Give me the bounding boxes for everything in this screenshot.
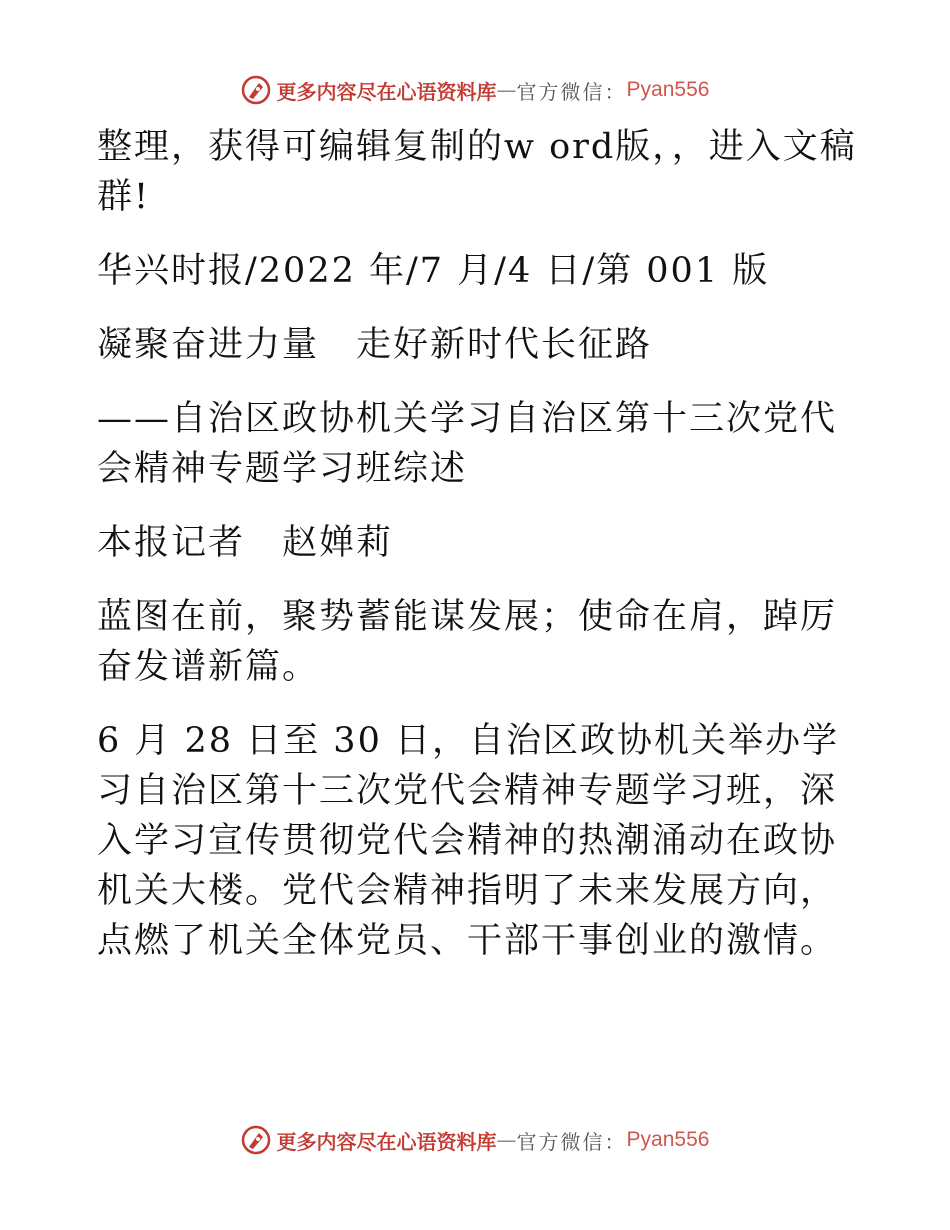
watermark-site-text: 更多内容尽在心语资料库 <box>276 1129 497 1154</box>
watermark-handle: Pyan556 <box>626 78 710 101</box>
subheadline: ——自治区政协机关学习自治区第十三次党代会精神专题学习班综述 <box>97 399 838 489</box>
headline: 凝聚奋进力量 走好新时代长征路 <box>97 325 653 365</box>
watermark-site-text: 更多内容尽在心语资料库 <box>276 79 497 104</box>
watermark-official-label: 官方微信： <box>516 1129 627 1154</box>
intro-paragraph: 整理，获得可编辑复制的w ord版，，进入文稿群! <box>97 127 857 217</box>
watermark-dash: — <box>496 78 517 102</box>
lead-paragraph: 蓝图在前，聚势蓄能谋发展；使命在肩，踔厉奋发谱新篇。 <box>97 597 838 687</box>
watermark-official-label: 官方微信： <box>516 79 627 104</box>
pen-nib-logo-icon <box>241 1125 271 1155</box>
header-watermark <box>0 70 950 110</box>
footer-watermark <box>0 1120 950 1160</box>
watermark-dash: — <box>496 1128 517 1152</box>
byline: 本报记者 赵婵莉 <box>97 523 394 563</box>
body-paragraph: 6 月 28 日至 30 日，自治区政协机关举办学习自治区第十三次党代会精神专题学习班，深入学习宣传贯彻党代会精神的热潮涌动在政协机关大楼。党代会精神指明了未来发展方向，点燃了机关全体党员、干部干事创业的激情。 <box>97 721 839 961</box>
watermark-handle: Pyan556 <box>626 1128 710 1151</box>
dateline: 华兴时报/2022 年/7 月/4 日/第 001 版 <box>97 251 770 291</box>
pen-nib-logo-icon <box>241 75 271 105</box>
document-body <box>97 120 857 966</box>
